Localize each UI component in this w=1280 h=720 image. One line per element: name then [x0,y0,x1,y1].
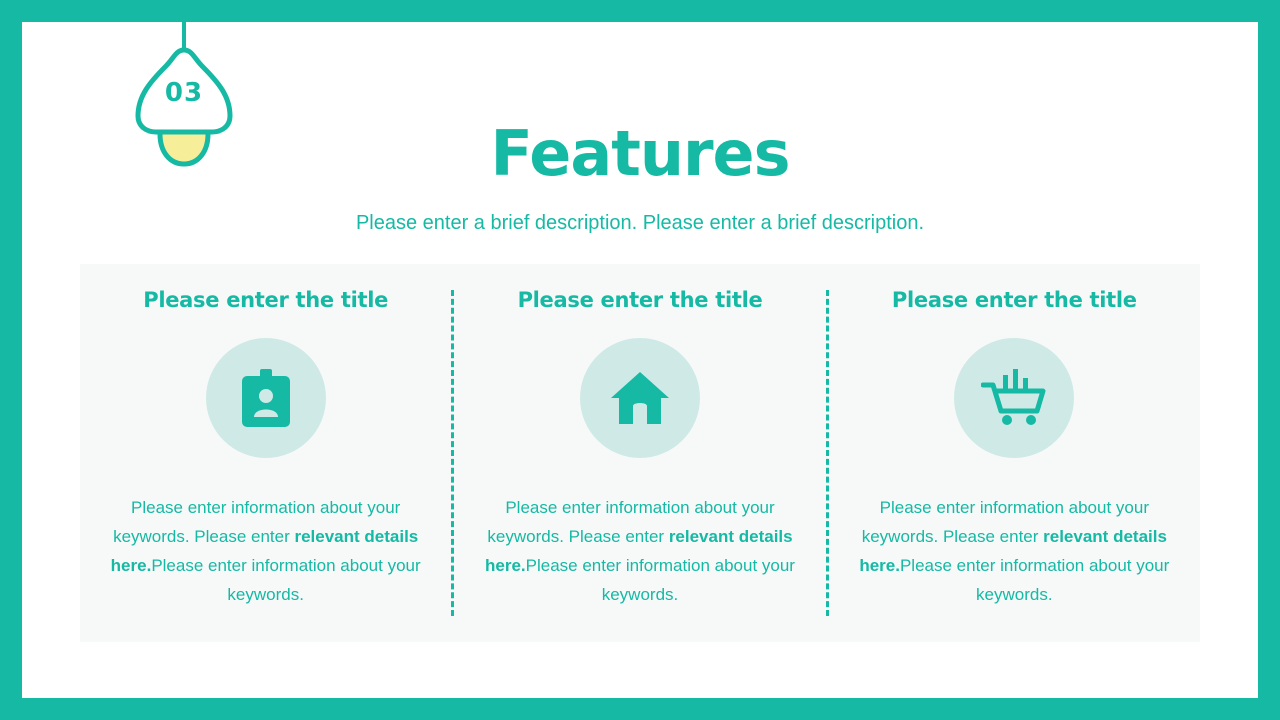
feature-icon-circle-3 [954,338,1074,458]
features-panel [80,264,1200,642]
feature-column-3 [829,264,1200,642]
id-badge-icon [238,369,294,427]
feature-text-2-tail: Please enter information about your keywords. [525,555,795,604]
feature-text-2-bold: relevant details here. [485,526,793,575]
feature-text-3-tail: Please enter information about your keywords. [899,555,1170,604]
feature-text-1-tail: Please enter information about your keywords. [151,555,421,604]
feature-column-2 [454,264,825,642]
feature-text-1-bold: relevant details here. [110,526,419,575]
feature-text-2-lead: Please enter information about your keywords. Please enter [487,498,775,546]
shopping-cart-icon [981,369,1047,427]
feature-text-3-bold: relevant details here. [859,526,1167,575]
feature-title-2: Please enter the title [517,288,763,312]
feature-text-1-lead: Please enter information about your keywords. Please enter [113,498,401,546]
feature-column-1 [80,264,451,642]
feature-text-3-lead: Please enter information about your keywords. Please enter [861,498,1149,546]
feature-text-2 [476,494,803,610]
feature-title-1: Please enter the title [143,288,389,312]
page-subtitle: Please enter a brief description. Please enter a brief description. [355,212,925,234]
feature-icon-circle-1 [206,338,326,458]
feature-text-1 [102,494,429,610]
home-icon [609,370,671,426]
page-title: Features [490,117,790,190]
slide-content [22,22,1258,698]
feature-text-3 [851,494,1178,610]
slide-number: 03 [164,78,204,108]
feature-icon-circle-2 [580,338,700,458]
feature-title-3: Please enter the title [891,288,1137,312]
